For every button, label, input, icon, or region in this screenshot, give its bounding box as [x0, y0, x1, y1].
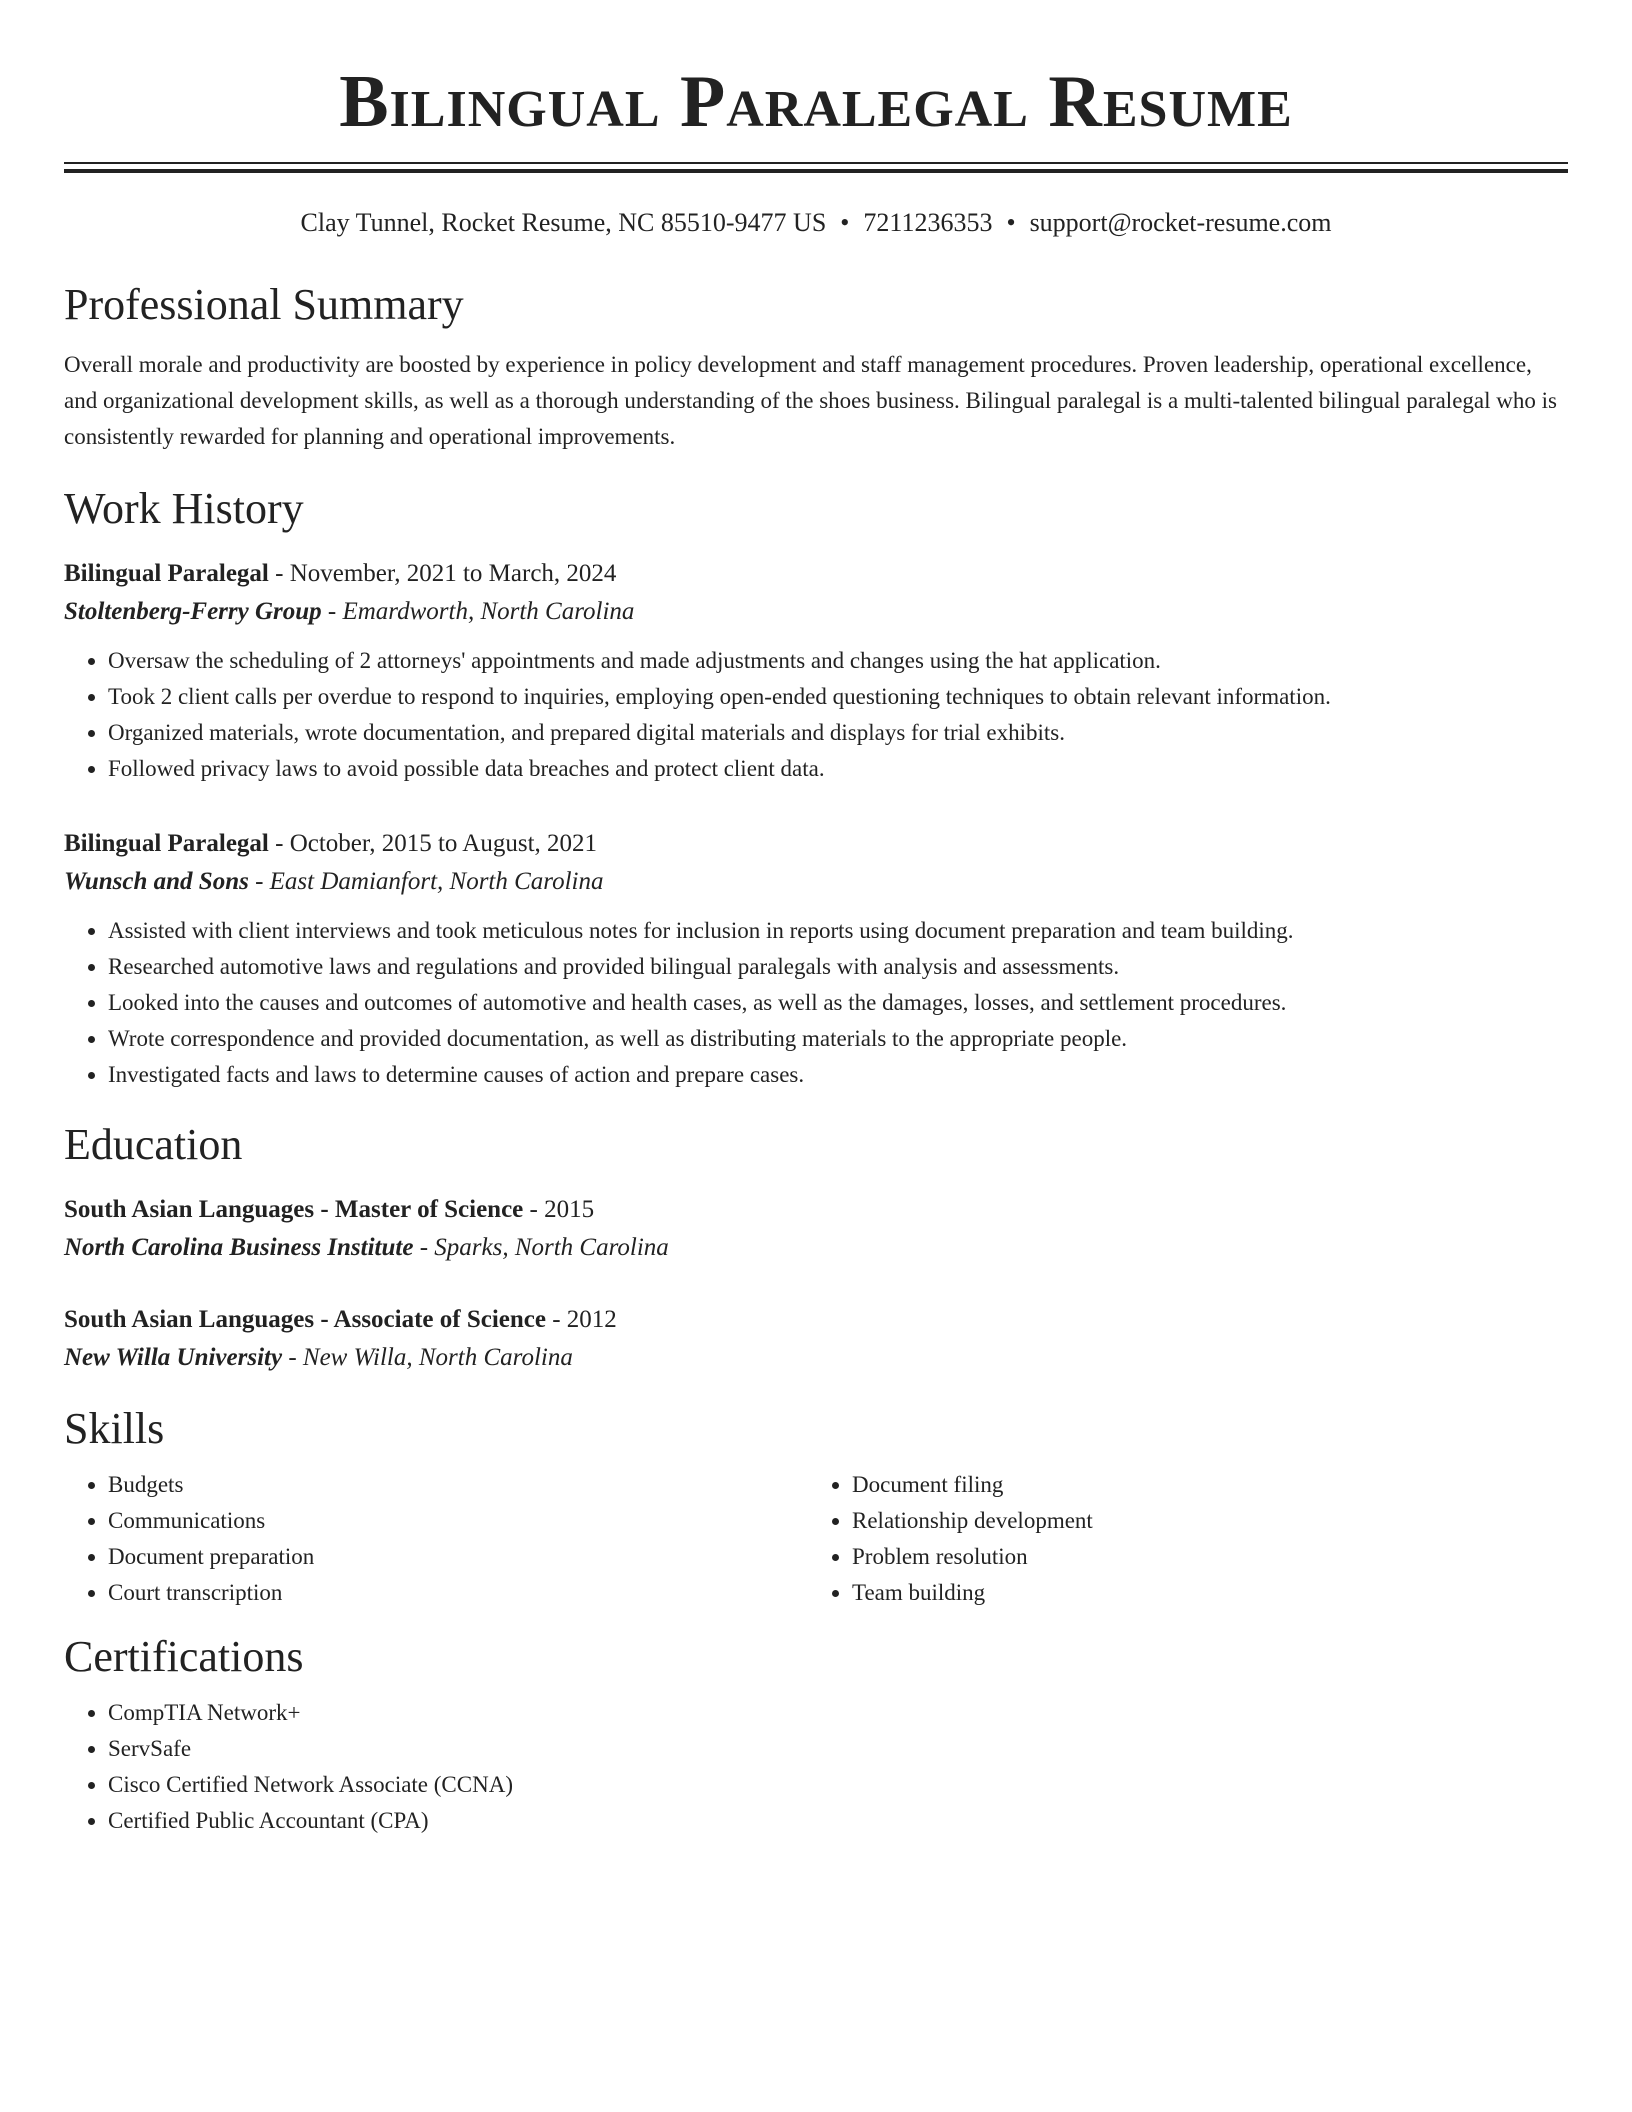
- school: North Carolina Business Institute: [64, 1234, 414, 1261]
- list-item: • Problem resolution: [852, 1539, 1552, 1575]
- degree: South Asian Languages - Associate of Science: [64, 1306, 546, 1333]
- certifications-list: [64, 1695, 1568, 1839]
- education-heading: Education: [64, 1120, 243, 1169]
- list-item: • Certified Public Accountant (CPA): [108, 1803, 1568, 1839]
- list-item: • ServSafe: [108, 1731, 1568, 1767]
- list-item: • CompTIA Network+: [108, 1695, 1568, 1731]
- summary-text: Overall morale and productivity are boosted by experience in policy development and staff management procedures. Proven leadership, operational excellence, and organizational development skills, as well as a thorough understanding of the shoes business. Bilingual paralegal is a multi-talented bilingual paralegal who is consistently rewarded for planning and operational improvements.: [64, 352, 1557, 449]
- degree-line: [64, 1191, 1568, 1229]
- skills-column-left: [64, 1467, 808, 1611]
- job-dates: - October, 2015 to August, 2021: [268, 830, 598, 857]
- job-location: - Emardworth, North Carolina: [321, 598, 635, 625]
- list-item: • Followed privacy laws to avoid possible data breaches and protect client data.: [108, 751, 1568, 787]
- job-company-line: [64, 863, 1568, 901]
- summary-heading: Professional Summary: [64, 280, 464, 329]
- job-location: - East Damianfort, North Carolina: [248, 868, 604, 895]
- certifications-heading: Certifications: [64, 1632, 304, 1681]
- list-item: • Cisco Certified Network Associate (CCNA): [108, 1767, 1568, 1803]
- work-history-heading: Work History: [64, 484, 304, 533]
- list-item: • Court transcription: [108, 1575, 808, 1611]
- school-line: [64, 1339, 1568, 1377]
- list-item: • Investigated facts and laws to determine causes of action and prepare cases.: [108, 1057, 1568, 1093]
- job-title-line: [64, 825, 1568, 863]
- degree-year: - 2015: [523, 1196, 595, 1223]
- school-line: [64, 1229, 1568, 1267]
- title-divider: [64, 162, 1568, 173]
- list-item: • Wrote correspondence and provided documentation, as well as distributing materials to the appropriate people.: [108, 1021, 1568, 1057]
- job-entry: [64, 555, 1568, 787]
- degree-line: [64, 1301, 1568, 1339]
- job-bullets: [64, 913, 1568, 1093]
- contact-separator: •: [840, 208, 850, 237]
- skills-column-right: [808, 1467, 1552, 1611]
- list-item: • Document preparation: [108, 1539, 808, 1575]
- job-dates: - November, 2021 to March, 2024: [268, 560, 617, 587]
- job-company: Stoltenberg-Ferry Group: [64, 598, 322, 625]
- list-item: • Researched automotive laws and regulations and provided bilingual paralegals with analysis and assessments.: [108, 949, 1568, 985]
- list-item: • Budgets: [108, 1467, 808, 1503]
- contact-phone: 7211236353: [863, 208, 993, 237]
- job-title: Bilingual Paralegal: [64, 560, 269, 587]
- job-company-line: [64, 593, 1568, 631]
- list-item: • Communications: [108, 1503, 808, 1539]
- skills-grid: [64, 1467, 1568, 1611]
- job-bullets: [64, 643, 1568, 787]
- list-item: • Looked into the causes and outcomes of automotive and health cases, as well as the damages, losses, and settlement procedures.: [108, 985, 1568, 1021]
- list-item: • Team building: [852, 1575, 1552, 1611]
- contact-line: [64, 207, 1568, 239]
- education-entry: [64, 1191, 1568, 1267]
- list-item: • Document filing: [852, 1467, 1552, 1503]
- contact-address: Clay Tunnel, Rocket Resume, NC 85510-9477 US: [300, 208, 827, 237]
- contact-separator: •: [1006, 208, 1016, 237]
- list-item: • Took 2 client calls per overdue to respond to inquiries, employing open-ended questioning techniques to obtain relevant information.: [108, 679, 1568, 715]
- job-title-line: [64, 555, 1568, 593]
- school-location: - New Willa, North Carolina: [282, 1344, 573, 1371]
- education-entry: [64, 1301, 1568, 1377]
- degree-year: - 2012: [545, 1306, 617, 1333]
- contact-email[interactable]: support@rocket-resume.com: [1029, 208, 1332, 237]
- job-entry: [64, 825, 1568, 1093]
- resume-title: Bilingual Paralegal Resume: [339, 61, 1293, 143]
- list-item: • Oversaw the scheduling of 2 attorneys' appointments and made adjustments and changes using the hat application.: [108, 643, 1568, 679]
- skills-heading: Skills: [64, 1404, 165, 1453]
- degree: South Asian Languages - Master of Science: [64, 1196, 524, 1223]
- job-title: Bilingual Paralegal: [64, 830, 269, 857]
- list-item: • Organized materials, wrote documentation, and prepared digital materials and displays for trial exhibits.: [108, 715, 1568, 751]
- job-company: Wunsch and Sons: [64, 868, 249, 895]
- list-item: • Relationship development: [852, 1503, 1552, 1539]
- school: New Willa University: [64, 1344, 283, 1371]
- school-location: - Sparks, North Carolina: [413, 1234, 669, 1261]
- list-item: • Assisted with client interviews and took meticulous notes for inclusion in reports using document preparation and team building.: [108, 913, 1568, 949]
